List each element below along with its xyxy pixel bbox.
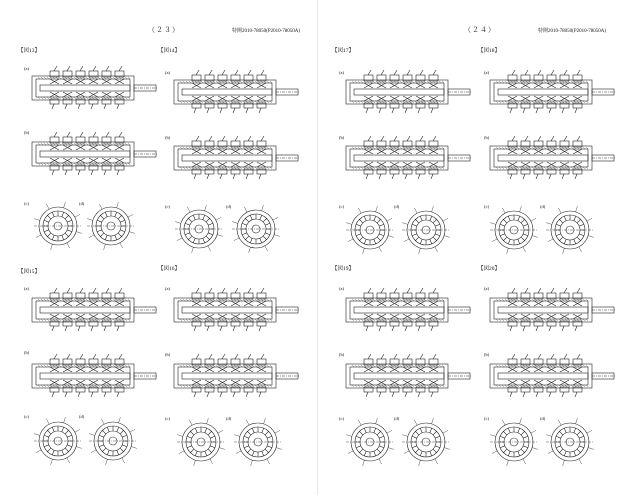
cylinder-drawing [172, 132, 302, 180]
panel-label: (a) [339, 286, 344, 291]
cross-section-drawing [32, 200, 84, 252]
panel-label: (b) [339, 352, 345, 357]
cylinder-drawing [488, 284, 618, 332]
panel-label: (a) [484, 70, 489, 75]
cross-section-drawing [488, 204, 540, 256]
cross-section-drawing [400, 416, 452, 468]
panel-label: (d) [394, 204, 400, 209]
cylinder-drawing [30, 350, 160, 398]
cross-section-drawing [175, 416, 227, 468]
panel-label: (a) [165, 286, 170, 291]
cross-section-drawing [544, 416, 596, 468]
panel-label: (d) [394, 416, 400, 421]
cylinder-drawing [344, 284, 474, 332]
cylinder-drawing [30, 128, 160, 176]
cylinder-drawing [344, 350, 474, 398]
figure-label: 【図18】 [478, 48, 501, 54]
page-right [318, 0, 635, 495]
cylinder-drawing [30, 284, 160, 332]
cross-section-drawing [87, 415, 139, 467]
page-left [0, 0, 317, 495]
cylinder-drawing [172, 284, 302, 332]
cross-section-drawing [344, 416, 396, 468]
panel-label: (d) [79, 201, 85, 206]
panel-label: (d) [540, 204, 546, 209]
cross-section-drawing [400, 204, 452, 256]
figure-label: 【図20】 [478, 266, 501, 272]
panel-label: (b) [484, 135, 490, 140]
panel-label: (b) [165, 352, 171, 357]
panel-label: (b) [24, 350, 30, 355]
panel-label: (c) [24, 414, 29, 419]
cross-section-drawing [344, 204, 396, 256]
page-number: （２３） [148, 26, 180, 34]
panel-label: (b) [165, 135, 171, 140]
figure-label: 【図17】 [332, 48, 355, 54]
panel-label: (c) [24, 201, 29, 206]
panel-label: (d) [226, 416, 232, 421]
cross-section-drawing [173, 203, 225, 255]
panel-label: (b) [484, 352, 490, 357]
cylinder-drawing [172, 350, 302, 398]
panel-label: (a) [24, 66, 29, 71]
figure-label: 【図19】 [332, 266, 355, 272]
publication-number: 特開2010-78050(P2010-78050A) [538, 29, 607, 34]
cylinder-drawing [488, 132, 618, 180]
cylinder-drawing [344, 132, 474, 180]
panel-label: (d) [540, 416, 546, 421]
cross-section-drawing [230, 203, 282, 255]
panel-label: (c) [484, 416, 489, 421]
panel-label: (d) [226, 204, 232, 209]
panel-label: (a) [165, 70, 170, 75]
panel-label: (a) [484, 286, 489, 291]
panel-label: (c) [484, 204, 489, 209]
panel-label: (b) [339, 135, 345, 140]
panel-label: (c) [165, 204, 170, 209]
panel-label: (c) [339, 204, 344, 209]
panel-label: (c) [165, 416, 170, 421]
cross-section-drawing [232, 416, 284, 468]
cross-section-drawing [544, 204, 596, 256]
panel-label: (a) [339, 70, 344, 75]
panel-label: (c) [339, 416, 344, 421]
cylinder-drawing [488, 66, 618, 114]
cylinder-drawing [488, 350, 618, 398]
figure-label: 【図15】 [18, 269, 41, 275]
figure-label: 【図16】 [158, 266, 181, 272]
cross-section-drawing [85, 200, 137, 252]
cylinder-drawing [30, 62, 160, 110]
figure-label: 【図13】 [18, 48, 41, 54]
cross-section-drawing [32, 415, 84, 467]
figure-label: 【図14】 [158, 48, 181, 54]
panel-label: (a) [24, 286, 29, 291]
panel-label: (d) [79, 414, 85, 419]
panel-label: (b) [24, 130, 30, 135]
page-number: （２４） [464, 26, 496, 34]
cylinder-drawing [172, 66, 302, 114]
cross-section-drawing [488, 416, 540, 468]
cylinder-drawing [344, 66, 474, 114]
publication-number: 特開2010-78050(P2010-78050A) [232, 29, 301, 34]
